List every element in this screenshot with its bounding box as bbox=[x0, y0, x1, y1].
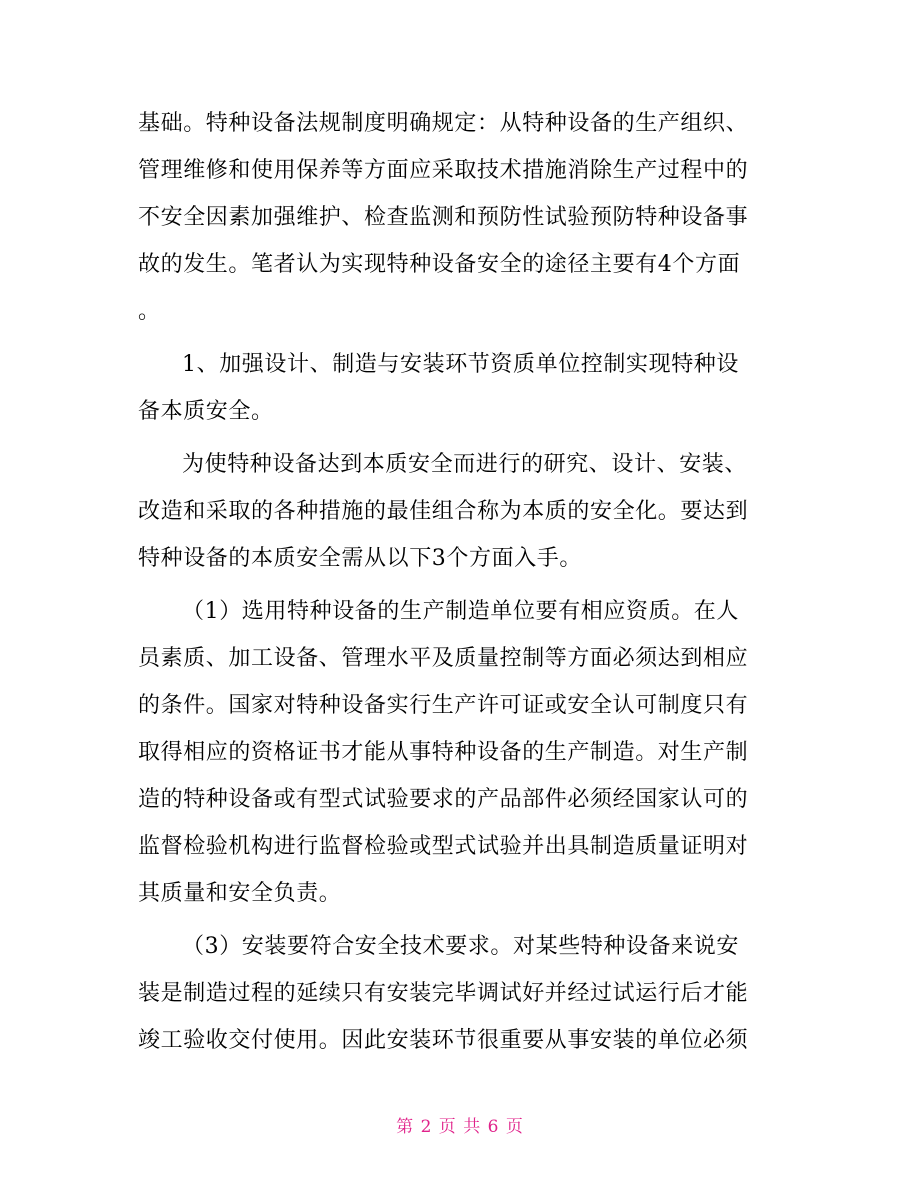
paragraph-line: 管理维修和使用保养等方面应采取技术措施消除生产过程中的 bbox=[138, 158, 749, 183]
paragraph-line: 故的发生。笔者认为实现特种设备安全的途径主要有4个方面 bbox=[138, 252, 741, 277]
section-heading-line: 备本质安全。 bbox=[138, 399, 274, 424]
paragraph-line: （1）选用特种设备的生产制造单位要有相应资质。在人 bbox=[182, 599, 739, 624]
paragraph-line: 特种设备的本质安全需从以下3个方面入手。 bbox=[138, 546, 582, 571]
paragraph-line: 装是制造过程的延续只有安装完毕调试好并经过试运行后才能 bbox=[138, 981, 749, 1006]
paragraph-line: 竣工验收交付使用。因此安装环节很重要从事安装的单位必须 bbox=[138, 1028, 749, 1053]
paragraph-line: 造的特种设备或有型式试验要求的产品部件必须经国家认可的 bbox=[138, 787, 749, 812]
paragraph-line: 基础。特种设备法规制度明确规定：从特种设备的生产组织、 bbox=[138, 111, 749, 136]
paragraph-line: 。 bbox=[138, 299, 161, 324]
paragraph-line: 监督检验机构进行监督检验或型式试验并出具制造质量证明对 bbox=[138, 834, 749, 859]
paragraph-line: 取得相应的资格证书才能从事特种设备的生产制造。对生产制 bbox=[138, 740, 749, 765]
paragraph-line: （3）安装要符合安全技术要求。对某些特种设备来说安 bbox=[182, 934, 739, 959]
paragraph-line: 的条件。国家对特种设备实行生产许可证或安全认可制度只有 bbox=[138, 693, 749, 718]
page-number-footer: 第 2 页 共 6 页 bbox=[396, 1117, 524, 1137]
paragraph-line: 改造和采取的各种措施的最佳组合称为本质的安全化。要达到 bbox=[138, 499, 749, 524]
paragraph-line: 不安全因素加强维护、检查监测和预防性试验预防特种设备事 bbox=[138, 205, 749, 230]
document-body bbox=[138, 100, 788, 1064]
section-heading-line: 1、加强设计、制造与安装环节资质单位控制实现特种设 bbox=[182, 352, 739, 377]
paragraph-line: 员素质、加工设备、管理水平及质量控制等方面必须达到相应 bbox=[138, 646, 749, 671]
paragraph-line: 为使特种设备达到本质安全而进行的研究、设计、安装、 bbox=[182, 452, 748, 477]
paragraph-line: 其质量和安全负责。 bbox=[138, 881, 342, 906]
